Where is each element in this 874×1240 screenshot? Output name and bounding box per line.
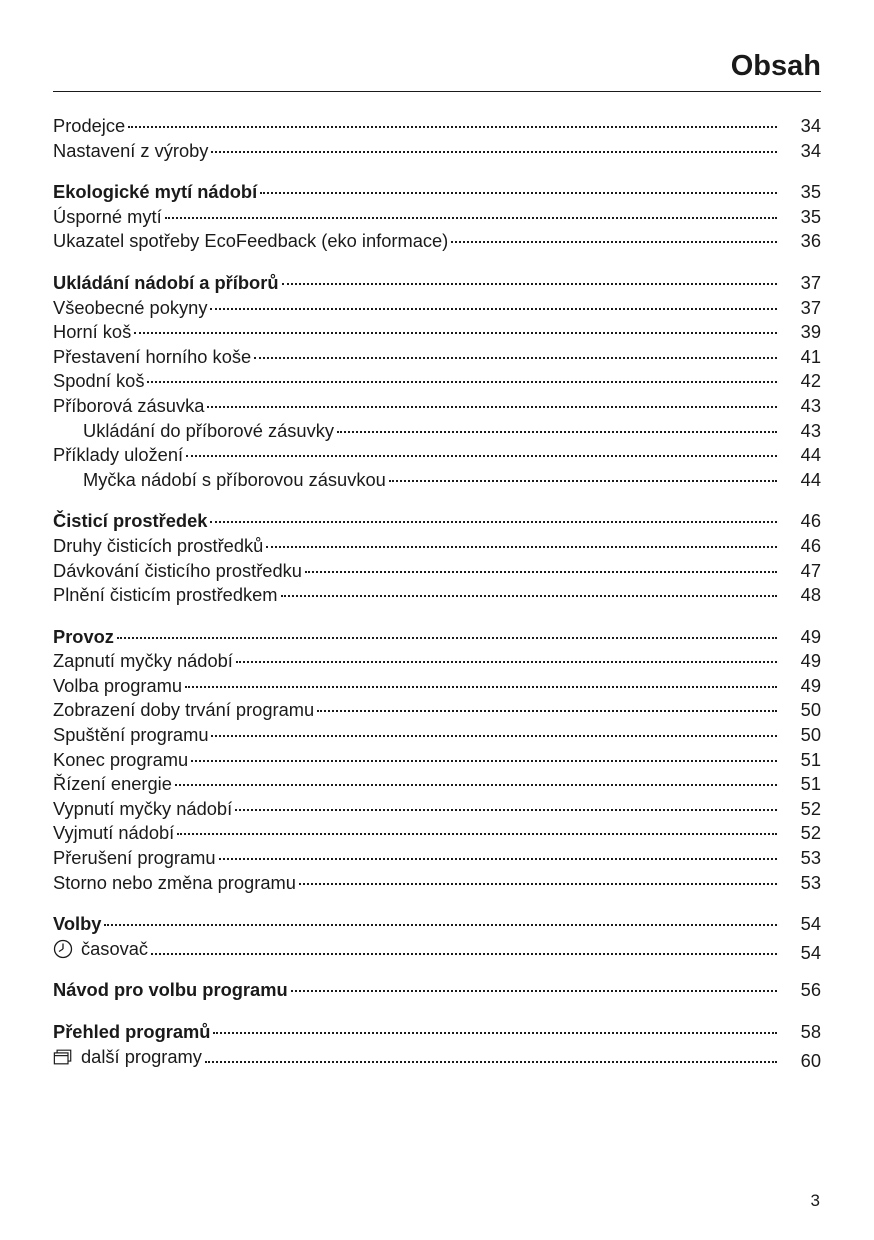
toc-entry-page: 44	[800, 468, 821, 490]
toc-entry-page: 51	[800, 773, 821, 795]
toc-entry-page: 43	[800, 394, 821, 416]
toc-dot-leader	[186, 455, 777, 457]
toc-entry-label: Konec programu	[53, 748, 189, 770]
toc-entry-label: Dávkování čisticího prostředku	[53, 559, 302, 581]
toc-entry-page: 60	[800, 1049, 821, 1071]
toc-dot-leader	[128, 126, 777, 128]
toc-dot-leader	[281, 595, 777, 597]
toc-entry-label: Ukládání do příborové zásuvky	[83, 419, 334, 441]
toc-entry-label: Přerušení programu	[53, 847, 216, 869]
toc-entry[interactable]	[53, 698, 821, 723]
toc-dot-leader	[165, 217, 777, 219]
toc-entry-label: Příborová zásuvka	[53, 394, 205, 416]
toc-entry[interactable]	[53, 871, 821, 896]
toc-entry-label: Ukládání nádobí a příborů	[53, 271, 279, 293]
toc-entry-label: Volba programu	[53, 674, 183, 696]
toc-dot-leader	[451, 241, 777, 243]
toc-entry-page: 56	[800, 979, 821, 1001]
toc-entry-page: 48	[800, 584, 821, 606]
toc-entry-page: 43	[800, 419, 821, 441]
toc-entry-page: 51	[800, 748, 821, 770]
toc-entry-page: 46	[800, 534, 821, 556]
toc-dot-leader	[134, 332, 777, 334]
toc-section	[53, 912, 821, 964]
toc-entry[interactable]	[53, 723, 821, 748]
page-title: Obsah	[730, 50, 821, 82]
toc-entry-page: 49	[800, 650, 821, 672]
toc-subentry[interactable]	[53, 468, 821, 493]
toc-entry[interactable]	[53, 229, 821, 254]
toc-entry-page: 52	[800, 822, 821, 844]
toc-entry[interactable]	[53, 443, 821, 468]
toc-entry-label: Přehled programů	[53, 1021, 211, 1042]
toc-entry-label: časovač	[81, 937, 149, 959]
toc-entry-page: 49	[800, 625, 821, 647]
toc-section	[53, 180, 821, 254]
toc-chapter-entry[interactable]	[53, 625, 821, 650]
toc-dot-leader	[337, 431, 777, 433]
window-stack-icon	[53, 1047, 73, 1067]
toc-entry-label: Čisticí prostředek	[53, 510, 208, 532]
toc-entry-label: Přestavení horního koše	[53, 345, 252, 367]
toc-dot-leader	[117, 637, 777, 639]
toc-dot-leader	[260, 192, 777, 194]
toc-entry[interactable]	[53, 296, 821, 321]
toc-subentry[interactable]	[53, 419, 821, 444]
toc-entry-label: Zapnutí myčky nádobí	[53, 650, 233, 672]
toc-entry-page: 50	[800, 724, 821, 746]
toc-dot-leader	[317, 710, 777, 712]
toc-entry-page: 39	[800, 321, 821, 343]
toc-entry-label: Myčka nádobí s příborovou zásuvkou	[83, 468, 386, 490]
toc-dot-leader	[266, 546, 777, 548]
toc-section	[53, 509, 821, 607]
toc-dot-leader	[185, 686, 777, 688]
toc-entry-page: 42	[800, 370, 821, 392]
toc-dot-leader	[305, 571, 777, 573]
toc-entry-label-with-icon	[53, 937, 148, 962]
toc-entry-page: 34	[800, 115, 821, 136]
toc-entry-label: Návod pro volbu programu	[53, 979, 288, 1001]
toc-dot-leader	[205, 1061, 777, 1063]
title-divider	[53, 91, 821, 92]
toc-entry-label: Řízení energie	[53, 773, 172, 795]
clock-icon	[53, 939, 73, 959]
toc-dot-leader	[210, 521, 777, 523]
toc-dot-leader	[104, 924, 777, 926]
toc-dot-leader	[191, 760, 777, 762]
toc-entry[interactable]	[53, 649, 821, 674]
toc-entry-page: 52	[800, 797, 821, 819]
toc-entry-label: Storno nebo změna programu	[53, 871, 296, 893]
toc-entry[interactable]	[53, 559, 821, 584]
toc-dot-leader	[147, 381, 777, 383]
toc-entry-label: Ekologické mytí nádobí	[53, 181, 258, 203]
toc-entry-label: Nastavení z výroby	[53, 139, 209, 161]
toc-entry-page: 50	[800, 699, 821, 721]
toc-entry-page: 54	[800, 913, 821, 935]
toc-entry-page: 58	[800, 1021, 821, 1042]
toc-entry[interactable]	[53, 772, 821, 797]
toc-entry[interactable]	[53, 1045, 821, 1070]
toc-entry-page: 36	[800, 230, 821, 252]
toc-entry-label: Spodní koš	[53, 370, 145, 392]
toc-chapter-entry[interactable]	[53, 180, 821, 205]
toc-entry-label: Druhy čisticích prostředků	[53, 534, 264, 556]
toc-section	[53, 114, 821, 163]
toc-entry-page: 53	[800, 871, 821, 893]
toc-entry-page: 53	[800, 847, 821, 869]
toc-dot-leader	[219, 858, 777, 860]
toc-dot-leader	[211, 151, 777, 153]
toc-entry-label-with-icon	[53, 1045, 202, 1070]
toc-entry-page: 35	[800, 181, 821, 203]
toc-entry-page: 54	[800, 942, 821, 964]
toc-entry[interactable]	[53, 139, 821, 164]
toc-entry-label: Ukazatel spotřeby EcoFeedback (eko informace)	[53, 230, 449, 252]
toc-entry-label: Zobrazení doby trvání programu	[53, 699, 315, 721]
toc-entry-page: 34	[800, 139, 821, 161]
toc-chapter-entry[interactable]	[53, 912, 821, 937]
toc-section	[53, 271, 821, 492]
toc-dot-leader	[211, 735, 777, 737]
toc-entry[interactable]	[53, 394, 821, 419]
toc-entry-label: Vypnutí myčky nádobí	[53, 797, 233, 819]
toc-section	[53, 1020, 821, 1069]
toc-entry[interactable]	[53, 674, 821, 699]
toc-entry-label: Všeobecné pokyny	[53, 296, 208, 318]
toc-dot-leader	[254, 357, 777, 359]
toc-dot-leader	[236, 661, 777, 663]
toc-entry-label: Volby	[53, 913, 102, 935]
toc-dot-leader	[207, 406, 777, 408]
toc-chapter-entry[interactable]	[53, 271, 821, 296]
toc-entry-label: Plnění čisticím prostředkem	[53, 584, 278, 606]
toc-entry[interactable]	[53, 534, 821, 559]
toc-entry[interactable]	[53, 369, 821, 394]
page-number: 3	[810, 1191, 820, 1210]
toc-entry-label: Příklady uložení	[53, 444, 184, 466]
toc-chapter-entry[interactable]	[53, 978, 821, 1003]
toc-entry-page: 49	[800, 674, 821, 696]
toc-entry-label: Horní koš	[53, 321, 132, 343]
toc-entry-label: Provoz	[53, 625, 114, 647]
toc-entry-page: 35	[800, 205, 821, 227]
toc-entry-page: 44	[800, 444, 821, 466]
toc-dot-leader	[151, 953, 777, 955]
toc-entry-page: 37	[800, 271, 821, 293]
toc-entry[interactable]	[53, 797, 821, 822]
toc-dot-leader	[235, 809, 777, 811]
toc-entry-label: Vyjmutí nádobí	[53, 822, 175, 844]
toc-dot-leader	[175, 784, 777, 786]
toc-entry[interactable]	[53, 583, 821, 608]
toc-section	[53, 625, 821, 896]
toc-entry-page: 37	[800, 296, 821, 318]
toc-chapter-entry[interactable]	[53, 1020, 821, 1045]
toc-dot-leader	[389, 480, 777, 482]
toc-entry[interactable]	[53, 937, 821, 962]
toc-dot-leader	[299, 883, 777, 885]
toc-dot-leader	[291, 990, 777, 992]
toc-chapter-entry[interactable]	[53, 509, 821, 534]
toc-entry[interactable]	[53, 114, 821, 139]
toc-entry-page: 46	[800, 510, 821, 532]
toc-dot-leader	[177, 833, 777, 835]
toc-entry[interactable]	[53, 345, 821, 370]
toc-section	[53, 978, 821, 1003]
toc-dot-leader	[213, 1032, 777, 1034]
table-of-contents	[53, 114, 821, 1086]
toc-entry[interactable]	[53, 205, 821, 230]
toc-entry-label: Spuštění programu	[53, 724, 209, 746]
toc-entry[interactable]	[53, 846, 821, 871]
toc-entry[interactable]	[53, 821, 821, 846]
toc-entry[interactable]	[53, 748, 821, 773]
toc-dot-leader	[282, 283, 778, 285]
toc-entry-label: Prodejce	[53, 115, 126, 136]
toc-entry[interactable]	[53, 320, 821, 345]
toc-entry-label: Úsporné mytí	[53, 205, 162, 227]
toc-entry-page: 47	[800, 559, 821, 581]
toc-dot-leader	[210, 308, 777, 310]
toc-entry-label: další programy	[81, 1045, 202, 1067]
toc-entry-page: 41	[800, 345, 821, 367]
